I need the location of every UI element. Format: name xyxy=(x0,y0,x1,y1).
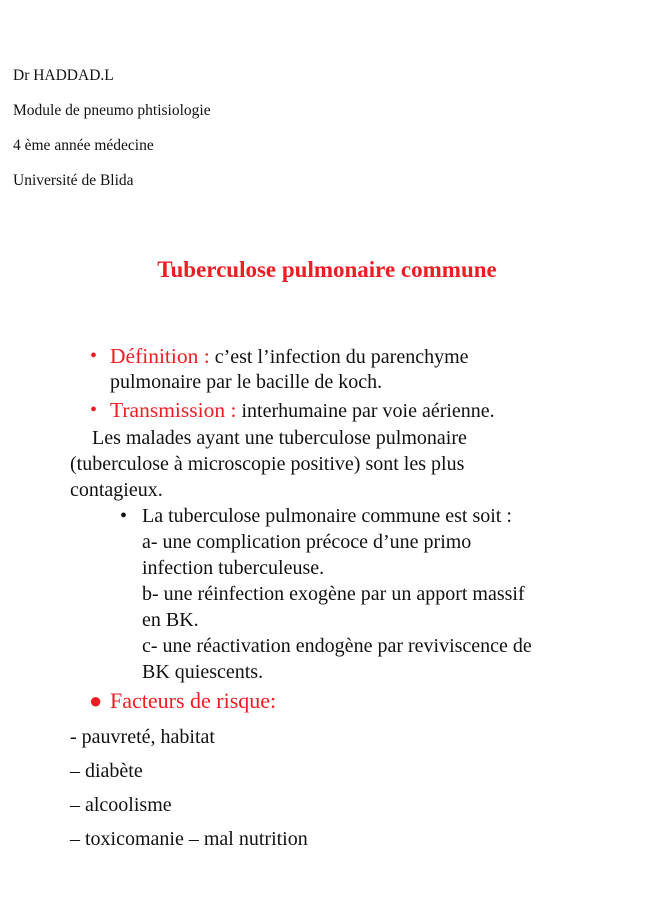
module-name: Module de pneumo phtisiologie xyxy=(13,102,211,119)
risk-item: – alcoolisme xyxy=(70,794,172,816)
forms-line: a- une complication précoce d’une primo xyxy=(142,531,472,553)
forms-intro: La tuberculose pulmonaire commune est soit : xyxy=(142,505,512,527)
definition-text-continued: pulmonaire par le bacille de koch. xyxy=(110,371,383,393)
risk-item: – diabète xyxy=(70,760,143,782)
transmission-item xyxy=(110,397,495,424)
university-name: Université de Blida xyxy=(13,172,134,189)
paragraph-line: Les malades ayant une tuberculose pulmonaire xyxy=(92,427,467,449)
paragraph-line: (tuberculose à microscopie positive) sont les plus xyxy=(70,453,465,475)
bullet-icon: • xyxy=(120,505,128,527)
author-name: Dr HADDAD.L xyxy=(13,67,114,84)
risk-label: Facteurs de risque: xyxy=(110,688,277,713)
forms-line: c- une réactivation endogène par reviviscence de xyxy=(142,635,532,657)
definition-text: c’est l’infection du parenchyme xyxy=(209,346,469,368)
forms-line: en BK. xyxy=(142,609,199,631)
paragraph-line: contagieux. xyxy=(70,479,163,501)
transmission-label: Transmission : xyxy=(110,398,237,422)
bullet-icon: • xyxy=(90,399,98,421)
forms-line: infection tuberculeuse. xyxy=(142,557,325,579)
risk-item: - pauvreté, habitat xyxy=(70,726,215,748)
forms-line: BK quiescents. xyxy=(142,661,264,683)
risk-heading xyxy=(110,688,276,715)
definition-label: Définition : xyxy=(110,344,210,368)
study-year: 4 ème année médecine xyxy=(13,137,154,154)
transmission-text: interhumaine par voie aérienne. xyxy=(236,400,495,422)
risk-item: – toxicomanie – mal nutrition xyxy=(70,828,308,850)
forms-line: b- une réinfection exogène par un apport massif xyxy=(142,583,525,605)
definition-item xyxy=(110,343,469,370)
bullet-icon: • xyxy=(90,345,98,367)
page-title: Tuberculose pulmonaire commune xyxy=(157,257,497,282)
bullet-icon: ● xyxy=(89,688,103,713)
